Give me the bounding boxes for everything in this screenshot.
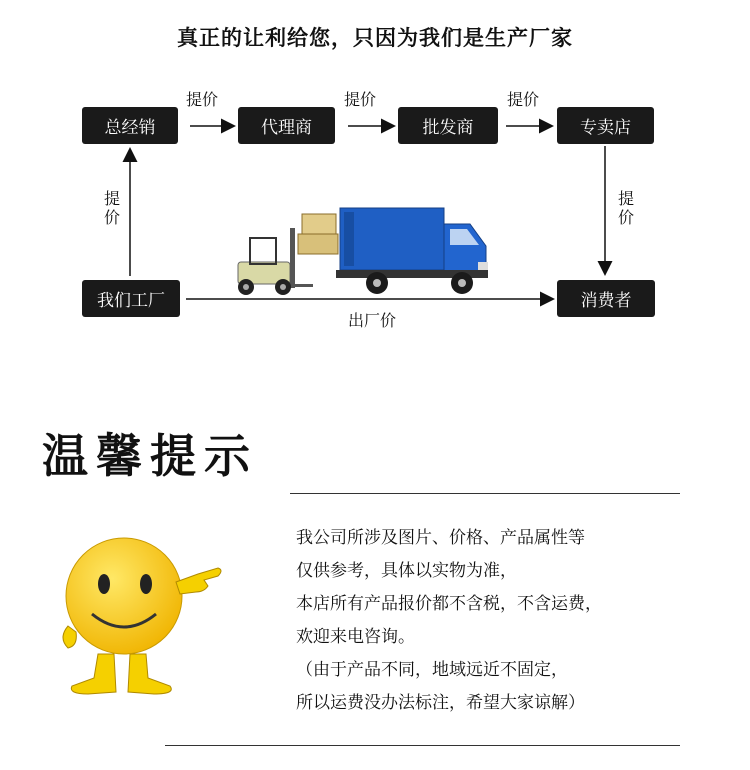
tips-line: 所以运费没办法标注，希望大家谅解） (296, 693, 585, 713)
label-raise-vertical-right: 提 价 (617, 189, 634, 227)
truck-illustration (336, 208, 488, 294)
tips-title: 温馨提示 (42, 429, 258, 483)
headline: 真正的让利给您，只因为我们是生产厂家 (177, 26, 573, 50)
tips-text (296, 522, 602, 720)
node-general-distributor: 总经销 (82, 107, 178, 144)
node-consumer: 消费者 (557, 280, 655, 317)
forklift-illustration (238, 214, 338, 295)
tips-line: 我公司所涉及图片、价格、产品属性等 (296, 528, 585, 548)
node-agent: 代理商 (238, 107, 335, 144)
label-raise-3: 提价 (507, 90, 540, 109)
smiley-mascot (58, 528, 238, 708)
tips-line: （由于产品不同，地域远近不固定， (296, 660, 568, 680)
label-raise-vertical-left: 提 价 (103, 189, 120, 227)
tips-line: 本店所有产品报价都不含税，不含运费， (296, 594, 602, 614)
node-wholesaler: 批发商 (398, 107, 498, 144)
label-raise-2: 提价 (344, 90, 377, 109)
label-factory-price: 出厂价 (348, 311, 397, 330)
divider-top (290, 493, 680, 494)
tips-line: 欢迎来电咨询。 (296, 627, 415, 647)
tips-line: 仅供参考，具体以实物为准， (296, 561, 517, 581)
node-factory: 我们工厂 (82, 280, 180, 317)
node-store: 专卖店 (557, 107, 654, 144)
divider-bottom (165, 745, 680, 746)
label-raise-1: 提价 (186, 90, 219, 109)
